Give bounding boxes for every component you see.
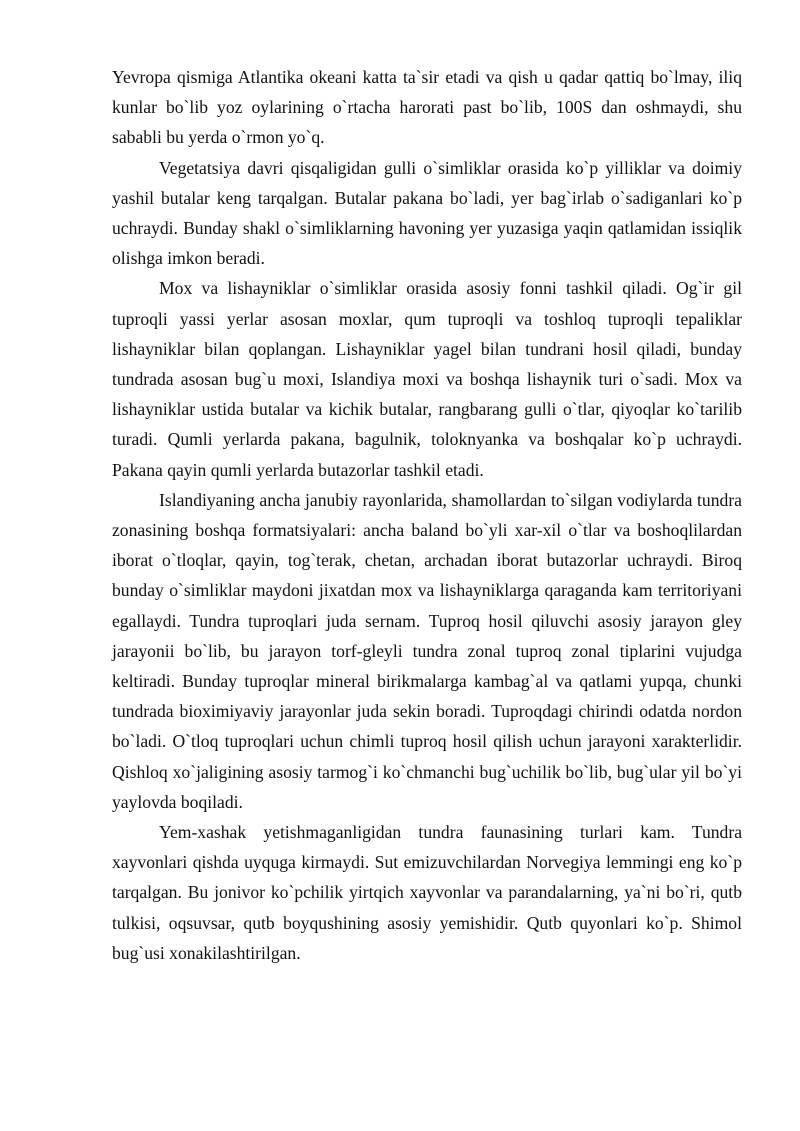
paragraph-5: Yem-xashak yetishmaganligidan tundra faunasining turlari kam. Tundra xayvonlari qishda uyquga kirmaydi. Sut emizuvchilardan Norvegiya lemmingi eng ko`p tarqalgan. Bu jonivor ko`pchilik yirtqich xayvonlar va parandalarning, ya`ni bo`ri, qutb tulkisi, oqsuvsar, qutb boyqushining asosiy yemishidir. Qutb quyonlari ko`p. Shimol bug`usi xonakilashtirilgan.	[112, 822, 742, 963]
paragraph-3: Mox va lishayniklar o`simliklar orasida asosiy fonni tashkil qiladi. Og`ir gil tuproqli yassi yerlar asosan moxlar, qum tuproqli va toshloq tuproqli tepaliklar lishayniklar bilan qoplangan. Lishayniklar yagel bilan tundrani hosil qiladi, bunday tundrada asosan bug`u moxi, Islandiya moxi va boshqa lishaynik turi o`sadi. Mox va lishayniklar ustida butalar va kichik butalar, rangbarang gulli o`tlar, qiyoqlar ko`tarilib turadi. Qumli yerlarda pakana, bagulnik, toloknyanka va boshqalar ko`p uchraydi. Pakana qayin qumli yerlarda butazorlar tashkil etadi.	[112, 278, 742, 480]
paragraph-1: Yevropa qismiga Atlantika okeani katta ta`sir etadi va qish u qadar qattiq bo`lmay, iliq kunlar bo`lib yoz oylarining o`rtacha harorati past bo`lib, 100S dan oshmaydi, shu sababli bu yerda o`rmon yo`q.	[112, 67, 742, 148]
paragraph-4: Islandiyaning ancha janubiy rayonlarida, shamollardan to`silgan vodiylarda tundra zonasining boshqa formatsiyalari: ancha baland bo`yli xar-xil o`tlar va boshoqlilardan iborat o`tloqlar, qayin, tog`terak, chetan, archadan iborat butazorlar uchraydi. Biroq bunday o`simliklar maydoni jixatdan mox va lishayniklarga qaraganda kam territoriyani egallaydi. Tundra tuproqlari juda sernam. Tuproq hosil qiluvchi asosiy jarayon gley jarayonii bo`lib, bu jarayon torf-gleyli tundra zonal tuproq zonal tiplarini vujudga keltiradi. Bunday tuproqlar mineral birikmalarga kambag`al va qatlami yupqa, chunki tundrada bioximiyaviy jarayonlar juda sekin boradi. Tuproqdagi chirindi odatda nordon bo`ladi. O`tloq tuproqlari uchun chimli tuproq hosil qilish uchun jarayoni xarakterlidir. Qishloq xo`jaligining asosiy tarmog`i ko`chmanchi bug`uchilik bo`lib, bug`ular yil bo`yi yaylovda boqiladi.	[112, 489, 742, 812]
document-page	[112, 62, 742, 968]
paragraph-2: Vegetatsiya davri qisqaligidan gulli o`simliklar orasida ko`p yilliklar va doimiy yashil butalar keng tarqalgan. Butalar pakana bo`ladi, yer bag`irlab o`sadiganlari ko`p uchraydi. Bunday shakl o`simliklarning havoning yer yuzasiga yaqin qatlamidan issiqlik olishga imkon beradi.	[112, 157, 742, 269]
